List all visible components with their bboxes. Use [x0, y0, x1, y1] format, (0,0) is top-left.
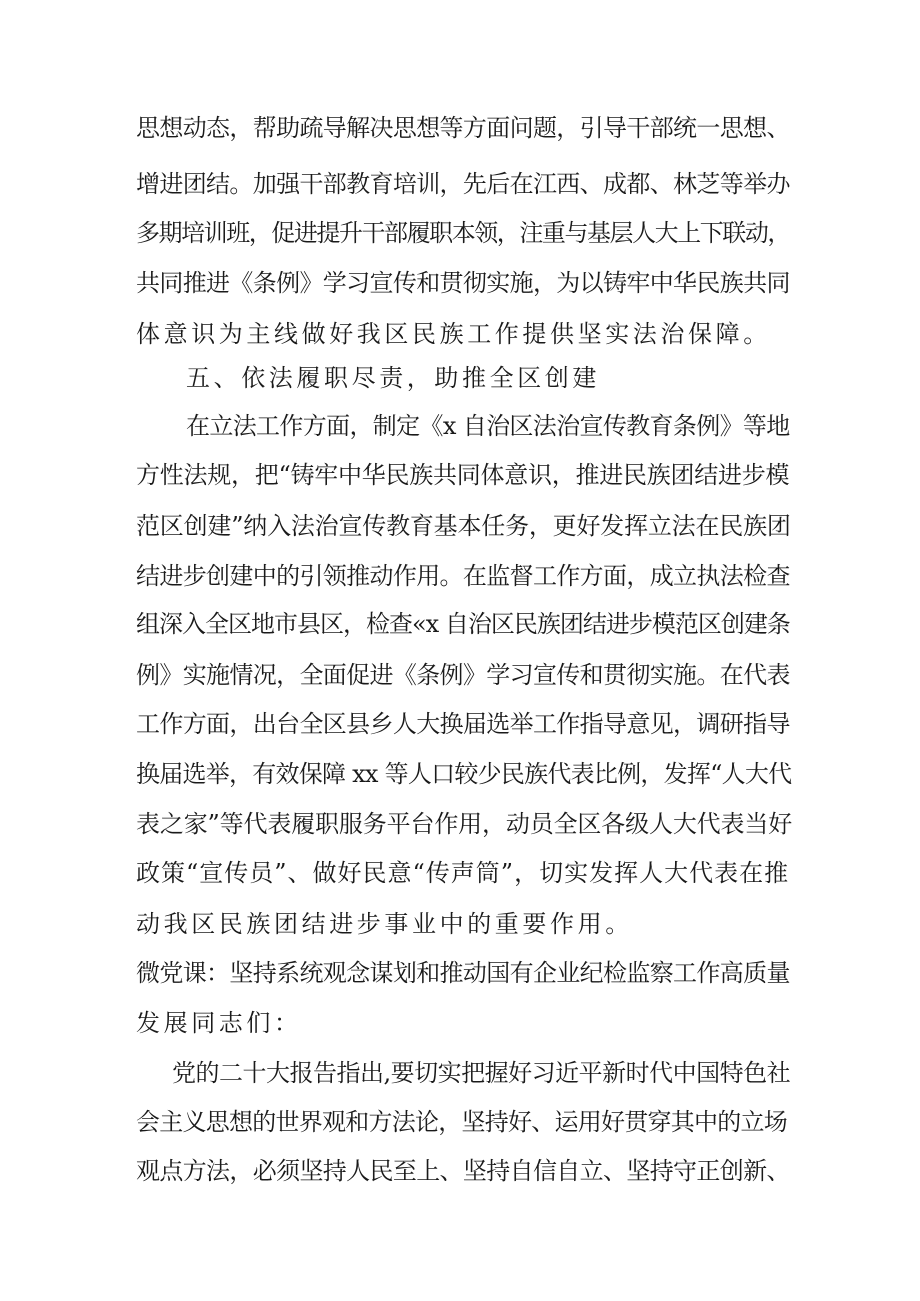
body-text-line: 体意识为主线做好我区民族工作提供坚实法治保障。 [136, 320, 771, 348]
body-text-line: 增进团结。加强干部教育培训，先后在江西、成都、林芝等举办 [136, 170, 790, 198]
body-text-line: 表之家”等代表履职服务平台作用，动员全区各级人大代表当好 [136, 810, 793, 838]
body-text-line: 多期培训班，促进提升干部履职本领，注重与基层人大上下联动， [136, 219, 790, 247]
body-text-line: 思想动态，帮助疏导解决思想等方面问题，引导干部统一思想、 [136, 114, 790, 142]
body-text-line: 在立法工作方面，制定《x 自治区法治宣传教育条例》等地 [186, 412, 790, 440]
body-text-line: 范区创建”纳入法治宣传教育基本任务，更好发挥立法在民族团 [136, 512, 791, 540]
body-text-line: 会主义思想的世界观和方法论，坚持好、运用好贯穿其中的立场 [136, 1108, 787, 1136]
section-heading: 五、依法履职尽责，助推全区创建 [186, 364, 600, 392]
body-text-line: 观点方法，必须坚持人民至上、坚持自信自立、坚持守正创新、 [136, 1157, 790, 1185]
body-text-line: 方性法规，把“铸牢中华民族共同体意识，推进民族团结进步模 [136, 461, 790, 489]
greeting-line: 发展同志们： [136, 1009, 302, 1037]
body-text-line: 党的二十大报告指出,要切实把握好习近平新时代中国特色社 [172, 1059, 791, 1087]
body-text-line: 换届选举，有效保障 xx 等人口较少民族代表比例，发挥“人大代 [136, 760, 792, 788]
article-title-line: 微党课：坚持系统观念谋划和推动国有企业纪检监察工作高质量 [136, 959, 790, 987]
body-text-line: 共同推进《条例》学习宣传和贯彻实施，为以铸牢中华民族共同 [136, 269, 790, 297]
body-text-line: 结进步创建中的引领推动作用。在监督工作方面，成立执法检查 [136, 562, 790, 590]
body-text-line: 动我区民族团结进步事业中的重要作用。 [136, 910, 633, 938]
body-text-line: 政策“宣传员”、做好民意“传声筒”，切实发挥人大代表在推 [136, 859, 790, 887]
body-text-line: 组深入全区地市县区，检查«x 自治区民族团结进步模范区创建条 [136, 610, 790, 638]
body-text-line: 工作方面，出台全区县乡人大换届选举工作指导意见，调研指导 [136, 710, 790, 738]
body-text-line: 例》实施情况，全面促进《条例》学习宣传和贯彻实施。在代表 [136, 661, 790, 689]
